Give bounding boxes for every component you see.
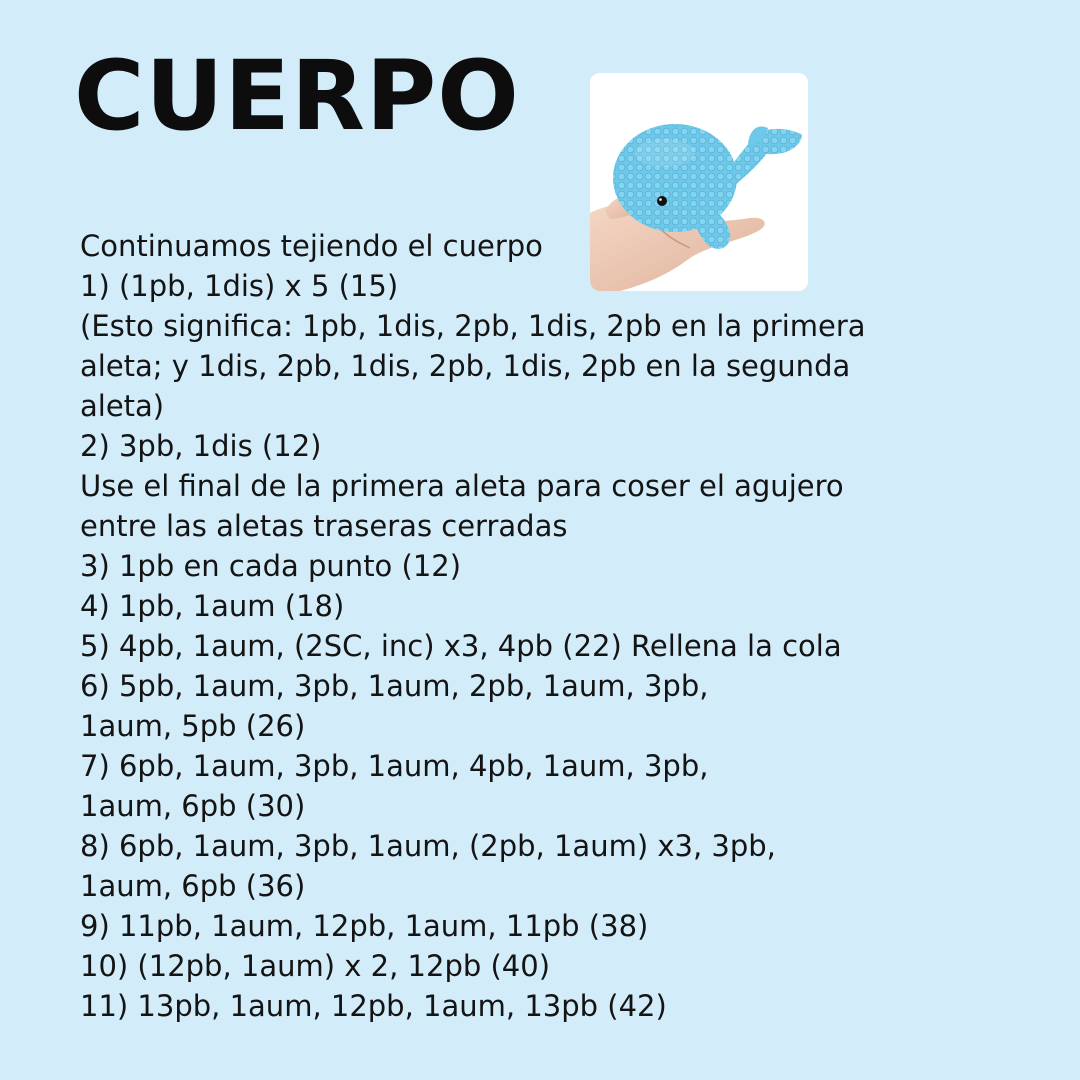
- instruction-line: Continuamos tejiendo el cuerpo: [80, 229, 543, 263]
- instruction-line: 3) 1pb en cada punto (12): [80, 549, 462, 583]
- instruction-line: 11) 13pb, 1aum, 12pb, 1aum, 13pb (42): [80, 989, 667, 1023]
- instruction-line: aleta): [80, 389, 165, 423]
- instruction-line: 1aum, 5pb (26): [80, 709, 306, 743]
- instruction-line: 8) 6pb, 1aum, 3pb, 1aum, (2pb, 1aum) x3, 3pb,: [80, 829, 776, 863]
- instruction-line: aleta; y 1dis, 2pb, 1dis, 2pb, 1dis, 2pb en la segunda: [80, 349, 851, 383]
- instruction-line: 10) (12pb, 1aum) x 2, 12pb (40): [80, 949, 551, 983]
- instruction-line: 4) 1pb, 1aum (18): [80, 589, 345, 623]
- instruction-line: 2) 3pb, 1dis (12): [80, 429, 322, 463]
- instruction-line: 1) (1pb, 1dis) x 5 (15): [80, 269, 399, 303]
- instruction-line: 1aum, 6pb (30): [80, 789, 306, 823]
- pattern-instructions: [80, 226, 1040, 1026]
- instruction-line: entre las aletas traseras cerradas: [80, 509, 568, 543]
- instruction-line: (Esto significa: 1pb, 1dis, 2pb, 1dis, 2pb en la primera: [80, 309, 866, 343]
- instruction-line: 5) 4pb, 1aum, (2SC, inc) x3, 4pb (22) Rellena la cola: [80, 629, 842, 663]
- instruction-line: 9) 11pb, 1aum, 12pb, 1aum, 11pb (38): [80, 909, 649, 943]
- instruction-line: 7) 6pb, 1aum, 3pb, 1aum, 4pb, 1aum, 3pb,: [80, 749, 709, 783]
- instruction-line: 6) 5pb, 1aum, 3pb, 1aum, 2pb, 1aum, 3pb,: [80, 669, 709, 703]
- page-title: CUERPO: [74, 40, 520, 152]
- instruction-line: Use el final de la primera aleta para coser el agujero: [80, 469, 844, 503]
- instruction-line: 1aum, 6pb (36): [80, 869, 306, 903]
